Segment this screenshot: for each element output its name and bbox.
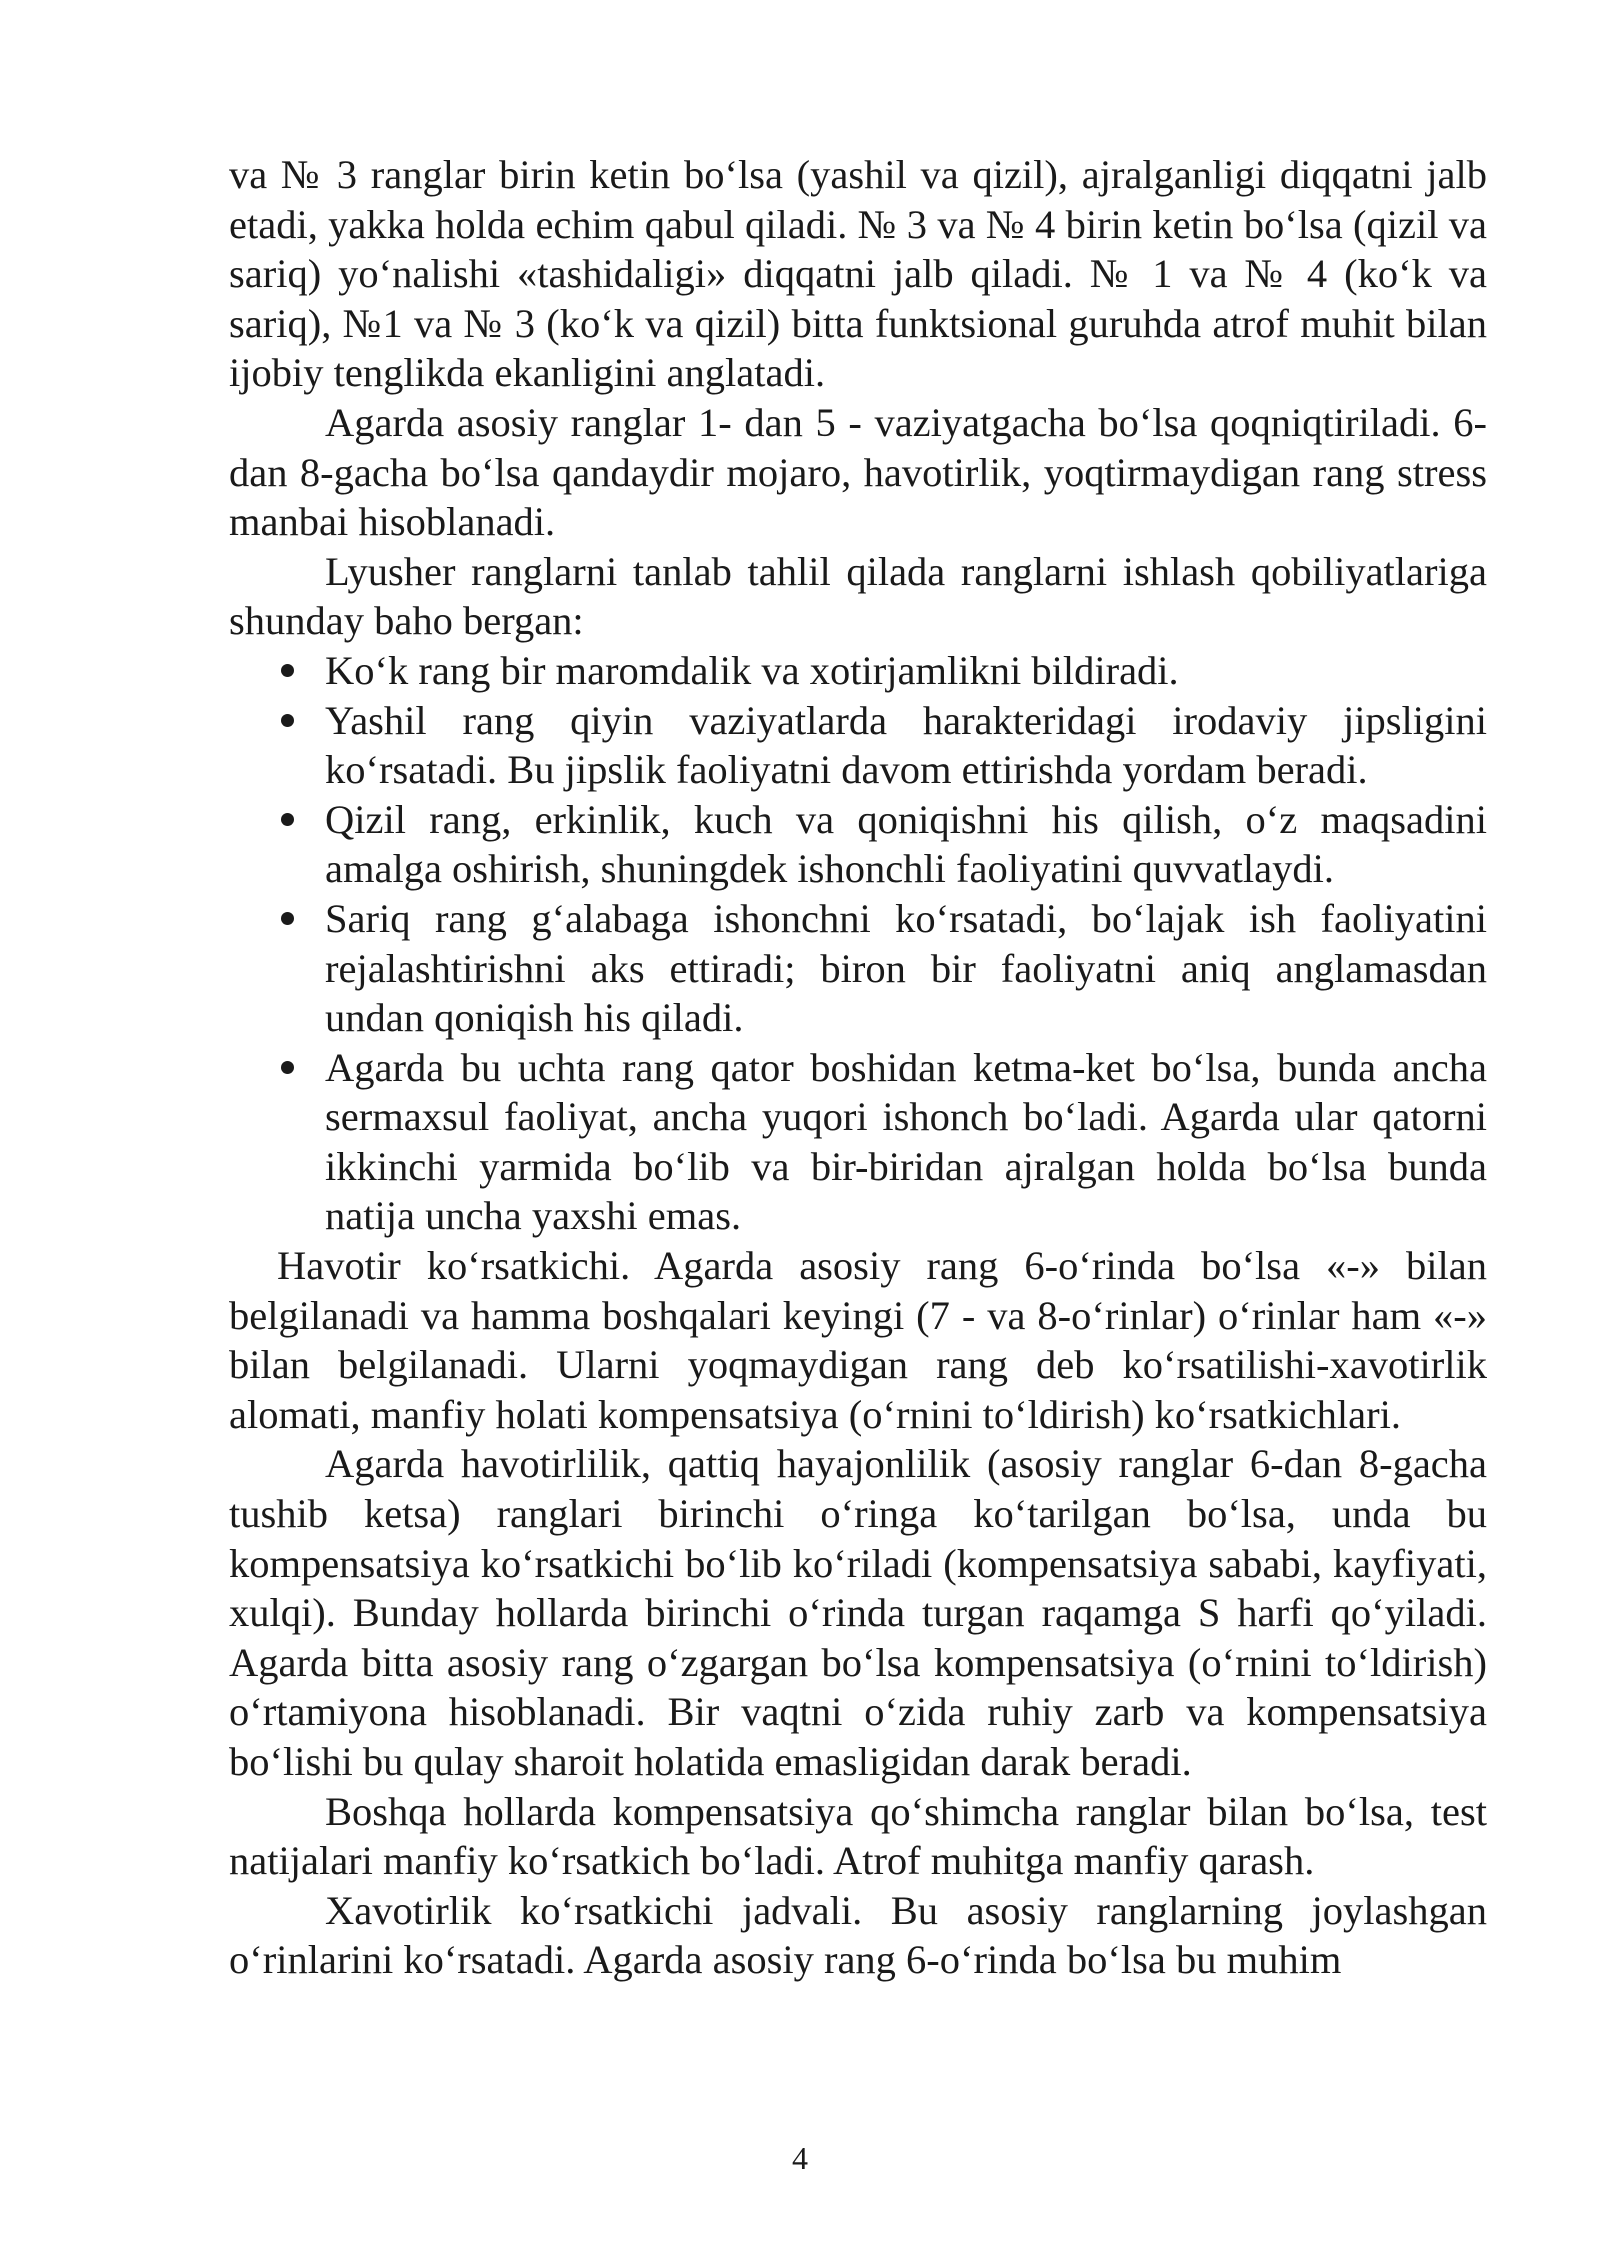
list-item-text: Qizil rang, erkinlik, kuch va qoniqishni his qilish, oʻz maqsadini amalga oshirish, shuningdek ishonchli faoliyatini quvvatlaydi. — [325, 796, 1487, 892]
list-item — [229, 646, 1487, 696]
paragraph-anxiety-indicator: Havotir koʻrsatkichi. Agarda asosiy rang 6-oʻrinda boʻlsa «-» bilan belgilanadi va hamma boshqalari keyingi (7 - va 8-oʻrinlar) oʻrinlar ham «-» bilan belgilanadi. Ularni yoqmaydigan rang deb koʻrsatilishi-xavotirlik alomati, manfiy holati kompensatsiya (oʻrnini toʻldirish) koʻrsatkichlari. — [229, 1243, 1487, 1437]
paragraph-compensation: Agarda havotirlilik, qattiq hayajonlilik (asosiy ranglar 6-dan 8-gacha tushib ketsa) ranglari birinchi oʻringa koʻtarilgan boʻlsa, unda bu kompensatsiya koʻrsatkichi boʻlib koʻriladi (kompensatsiya sababi, kayfiyati, xulqi). Bunday hollarda birinchi oʻrinda turgan raqamga S harfi qoʻyiladi. Agarda bitta asosiy rang oʻzgargan boʻlsa kompensatsiya (oʻrnini toʻldirish) oʻrtamiyona hisoblanadi. Bir vaqtni oʻzida ruhiy zarb va kompensatsiya boʻlishi bu qulay sharoit holatida emasligidan darak beradi. — [229, 1441, 1487, 1784]
paragraph-continuation: va № 3 ranglar birin ketin boʻlsa (yashil va qizil), ajralganligi diqqatni jalb etadi, yakka holda echim qabul qiladi. № 3 va № 4 birin ketin boʻlsa (qizil va sariq) yoʻnalishi «tashidaligi» diqqatni jalb qiladi. № 1 va № 4 (koʻk va sariq), №1 va № 3 (koʻk va qizil) bitta funktsional guruhda atrof muhit bilan ijobiy tenglikda ekanligini anglatadi. — [229, 152, 1487, 396]
paragraph-other-cases: Boshqa hollarda kompensatsiya qoʻshimcha ranglar bilan boʻlsa, test natijalari manfiy koʻrsatkich boʻladi. Atrof muhitga manfiy qarash. — [229, 1788, 1487, 1884]
paragraph-lyusher-intro: Lyusher ranglarni tanlab tahlil qilada ranglarni ishlash qobiliyatlariga shunday baho bergan: — [229, 548, 1487, 644]
list-item-text: Sariq rang gʻalabaga ishonchni koʻrsatadi, boʻlajak ish faoliyatini rejalashtirishni aks ettiradi; biron bir faoliyatni aniq anglamasdan undan qoniqish his qiladi. — [325, 895, 1487, 1041]
paragraph-anxiety-table: Xavotirlik koʻrsatkichi jadvali. Bu asosiy ranglarning joylashgan oʻrinlarini koʻrsatadi. Agarda asosiy rang 6-oʻrinda boʻlsa bu muhim — [229, 1887, 1487, 1983]
bullet-icon — [281, 912, 294, 925]
list-item — [229, 894, 1487, 1043]
bullet-icon — [281, 1061, 294, 1074]
bullet-icon — [281, 813, 294, 826]
bullet-icon — [281, 664, 294, 677]
list-item — [229, 696, 1487, 795]
list-item-text: Agarda bu uchta rang qator boshidan ketma-ket boʻlsa, bunda ancha sermaxsul faoliyat, ancha yuqori ishonch boʻladi. Agarda ular qatorni ikkinchi yarmida boʻlib va bir-biridan ajralgan holda boʻlsa bunda natija uncha yaxshi emas. — [325, 1044, 1487, 1239]
list-item — [229, 1043, 1487, 1241]
list-item — [229, 795, 1487, 894]
list-item-text: Koʻk rang bir maromdalik va xotirjamlikni bildiradi. — [325, 647, 1179, 693]
bullet-icon — [281, 714, 294, 727]
page-body-text — [229, 150, 1487, 1985]
page-number: 4 — [792, 2140, 808, 2176]
bullet-list — [229, 646, 1487, 1241]
list-item-text: Yashil rang qiyin vaziyatlarda harakteridagi irodaviy jipsligini koʻrsatadi. Bu jipslik faoliyatni davom ettirishda yordam beradi. — [325, 697, 1487, 793]
paragraph-main-colors: Agarda asosiy ranglar 1- dan 5 - vaziyatgacha boʻlsa qoqniqtiriladi. 6-dan 8-gacha boʻlsa qandaydir mojaro, havotirlik, yoqtirmaydigan rang stress manbai hisoblanadi. — [229, 399, 1487, 545]
